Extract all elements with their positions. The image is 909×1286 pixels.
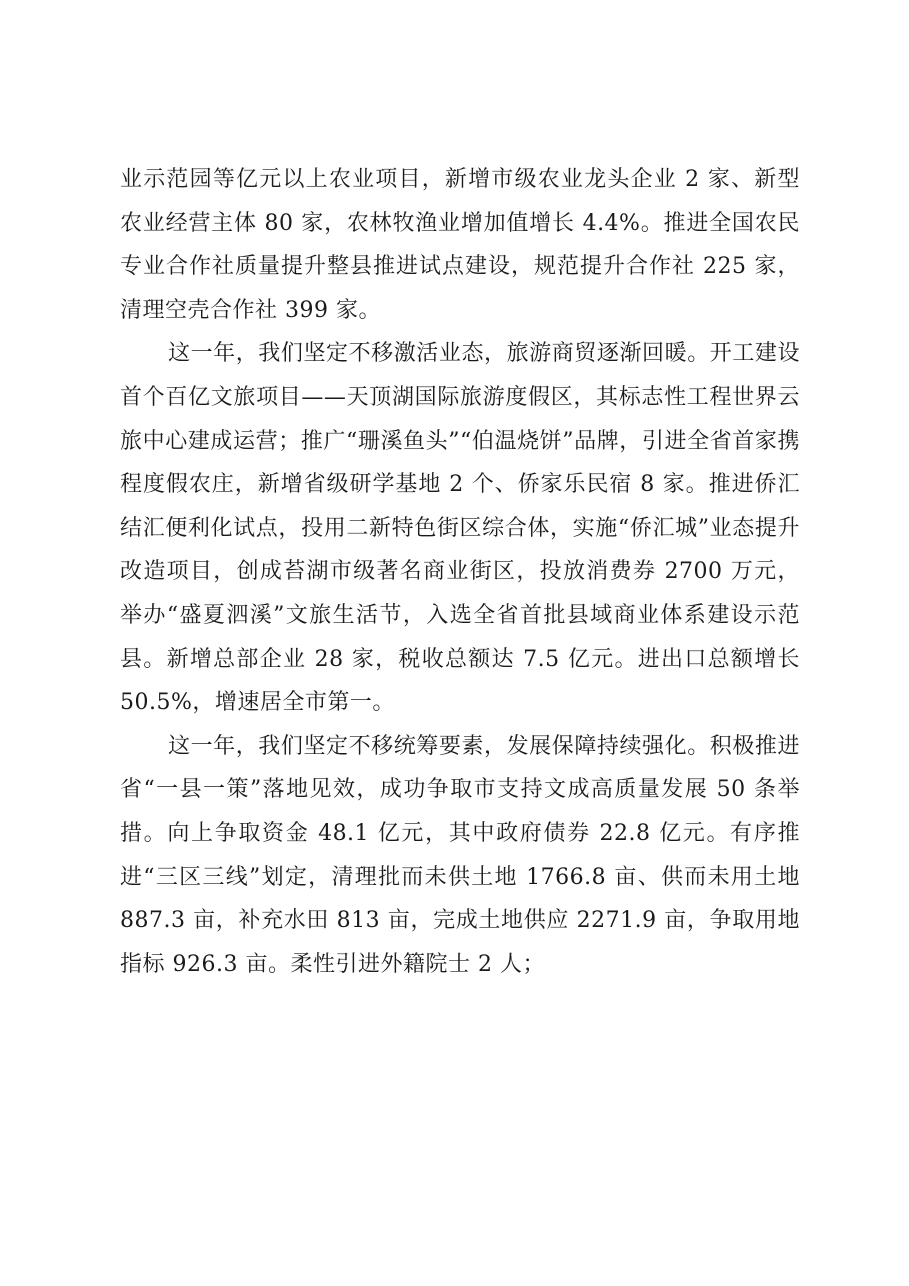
- paragraph-tourism-commerce: 这一年，我们坚定不移激活业态，旅游商贸逐渐回暖。开工建设首个百亿文旅项目——天顶湖国际旅游度假区，其标志性工程世界云旅中心建成运营；推广“珊溪鱼头”“伯温烧饼”品牌，引进全省首家携程度假农庄，新增省级研学基地 2 个、侨家乐民宿 8 家。推进侨汇结汇便利化试点，投用二新特色街区综合体，实施“侨汇城”业态提升改造项目，创成苔湖市级著名商业街区，投放消费券 2700 万元，举办“盛夏泗溪”文旅生活节，入选全省首批县域商业体系建设示范县。新增总部企业 28 家，税收总额达 7.5 亿元。进出口总额增长 50.5%，增速居全市第一。: [120, 341, 800, 716]
- paragraph-resource-factors: 这一年，我们坚定不移统筹要素，发展保障持续强化。积极推进省“一县一策”落地见效，成功争取市支持文成高质量发展 50 条举措。向上争取资金 48.1 亿元，其中政府债券 22.8 亿元。有序推进“三区三线”划定，清理批而未供土地 1766.8 亩、供而未用土地 887.3 亩，补充水田 813 亩，完成土地供应 2271.9 亩，争取用地指标 926.3 亩。柔性引进外籍院士 2 人；: [120, 733, 800, 977]
- document-body: [120, 158, 800, 986]
- paragraph-agriculture-continued: 业示范园等亿元以上农业项目，新增市级农业龙头企业 2 家、新型农业经营主体 80 家，农林牧渔业增加值增长 4.4%。推进全国农民专业合作社质量提升整县推进试点建设，规范提升合作社 225 家，清理空壳合作社 399 家。: [120, 167, 800, 323]
